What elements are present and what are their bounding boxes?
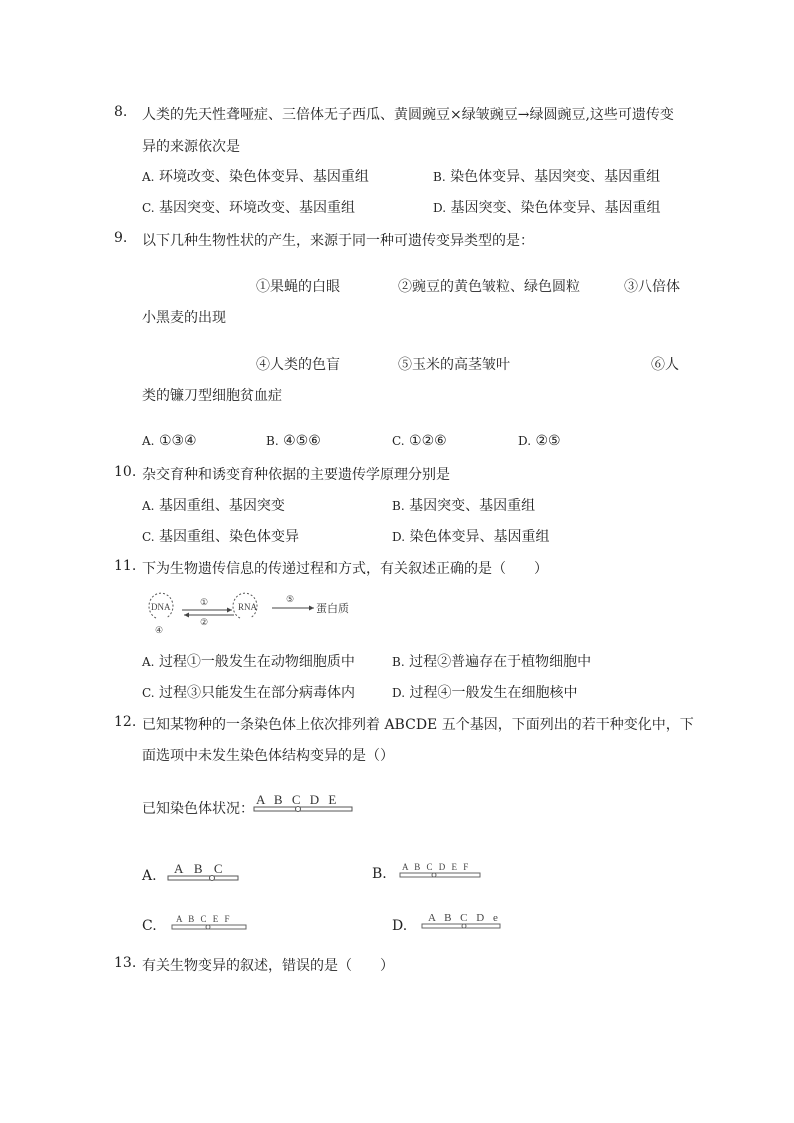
option-text: 过程③只能发生在部分病毒体内: [159, 685, 356, 701]
option-text: ①②⑥: [409, 433, 447, 449]
question-12-number: 12.: [114, 714, 137, 730]
option-text: ②⑤: [535, 433, 561, 449]
arrowhead: [309, 606, 314, 611]
centromere: [210, 876, 215, 881]
dna-label: DNA: [151, 602, 171, 612]
question-8-option-a[interactable]: [142, 166, 369, 186]
option-text: 染色体变异、基因重组: [409, 529, 550, 545]
trait-6-part1: ⑥人: [651, 357, 679, 373]
known-chromosome: [252, 790, 356, 816]
option-genes: A B C D E F: [402, 862, 471, 872]
question-10-option-a[interactable]: [142, 495, 285, 515]
option-text: ④⑤⑥: [283, 433, 321, 449]
question-9-stem: 以下几种生物性状的产生，来源于同一种可遗传变异类型的是：: [142, 233, 534, 249]
option-text: ①③④: [158, 433, 197, 449]
option-text: 基因突变、环境改变、基因重组: [159, 200, 356, 216]
centromere: [206, 925, 210, 929]
question-10-option-c[interactable]: [142, 526, 299, 546]
trait-1: ①果蝇的白眼: [256, 279, 340, 295]
question-10-option-d[interactable]: [392, 526, 549, 546]
option-genes: A B C D e: [428, 912, 501, 924]
option-label: D.: [433, 201, 447, 215]
option-label: B.: [392, 655, 405, 669]
option-label: D.: [392, 686, 406, 700]
centromere: [432, 873, 436, 877]
option-genes: A B C: [174, 861, 227, 876]
trait-4: ④人类的色盲: [256, 357, 340, 373]
question-12-option-c-chromosome[interactable]: [170, 910, 250, 934]
option-text: 过程④一般发生在细胞核中: [409, 685, 578, 701]
question-12-option-a-chromosome[interactable]: [166, 859, 242, 885]
arrowhead: [184, 613, 189, 618]
question-12-option-d-label[interactable]: D.: [392, 918, 408, 934]
question-13-number: 13.: [114, 955, 137, 971]
option-text: 基因重组、染色体变异: [159, 529, 300, 545]
process-2-label: ②: [200, 617, 209, 627]
question-11-option-d[interactable]: [392, 682, 577, 702]
option-label: A.: [142, 499, 155, 513]
question-11-stem: 下为生物遗传信息的传递过程和方式，有关叙述正确的是（ ）: [142, 561, 548, 577]
question-10-option-b[interactable]: [392, 495, 535, 515]
question-12-stem-line2: 面选项中未发生染色体结构变异的是（）: [142, 748, 394, 764]
chromosome-bar: [254, 807, 352, 811]
question-12-stem-line1: 已知某物种的一条染色体上依次排列着 ABCDE 五个基因，下面列出的若干种变化中，下: [142, 717, 694, 733]
question-11-option-a[interactable]: [142, 651, 355, 671]
question-8-option-c[interactable]: [142, 197, 355, 217]
option-text: 基因突变、基因重组: [409, 498, 536, 514]
question-11-number: 11.: [114, 558, 137, 574]
question-10-number: 10.: [114, 464, 137, 480]
process-1-label: ①: [200, 597, 209, 607]
chromosome-bar: [422, 924, 500, 928]
centromere: [462, 924, 466, 928]
question-10-stem: 杂交育种和诱变育种依据的主要遗传学原理分别是: [142, 467, 450, 483]
question-9-option-a[interactable]: [142, 433, 197, 449]
question-9-number: 9.: [114, 230, 128, 246]
option-label: A.: [142, 170, 155, 184]
chromosome-bar: [400, 873, 480, 877]
known-chromosome-label: 已知染色体状况：: [142, 801, 254, 817]
option-label: C.: [142, 686, 155, 700]
option-label: C.: [392, 434, 405, 448]
question-9-option-d[interactable]: [518, 433, 561, 449]
option-label: A.: [142, 655, 155, 669]
question-11-option-b[interactable]: [392, 651, 591, 671]
known-genes: A B C D E: [256, 792, 340, 807]
option-label: B.: [392, 499, 405, 513]
option-label: B.: [433, 170, 446, 184]
trait-5: ⑤玉米的高茎皱叶: [398, 357, 510, 373]
centromere: [296, 807, 301, 812]
option-label: B.: [266, 434, 279, 448]
question-11-option-c[interactable]: [142, 682, 355, 702]
option-text: 基因突变、染色体变异、基因重组: [450, 200, 661, 216]
trait-6-part2: 类的镰刀型细胞贫血症: [142, 388, 282, 404]
question-9-option-c[interactable]: [392, 433, 447, 449]
option-label: A.: [142, 434, 155, 448]
option-text: 过程①一般发生在动物细胞质中: [158, 654, 355, 670]
protein-label: 蛋白质: [316, 603, 349, 615]
central-dogma-diagram: [142, 588, 372, 638]
question-12-option-c-label[interactable]: C.: [142, 918, 157, 934]
question-9-option-b[interactable]: [266, 433, 321, 449]
trait-2: ②豌豆的黄色皱粒、绿色圆粒: [398, 279, 580, 295]
option-label: C.: [142, 530, 155, 544]
option-label: D.: [518, 434, 532, 448]
question-8-stem-line1: 人类的先天性聋哑症、三倍体无子西瓜、黄圆豌豆×绿皱豌豆→绿圆豌豆,这些可遗传变: [142, 107, 674, 123]
question-13-stem: 有关生物变异的叙述，错误的是（ ）: [142, 958, 394, 974]
question-12-option-d-chromosome[interactable]: [420, 908, 504, 934]
arrowhead: [227, 608, 232, 613]
question-8-stem-line2: 异的来源依次是: [142, 139, 240, 155]
rna-label: RNA: [238, 602, 258, 612]
option-text: 环境改变、染色体变异、基因重组: [158, 169, 369, 185]
chromosome-bar: [168, 876, 238, 880]
option-text: 过程②普遍存在于植物细胞中: [409, 654, 592, 670]
question-12-option-b-chromosome[interactable]: [398, 858, 484, 882]
question-8-option-b[interactable]: [433, 166, 660, 186]
question-12-option-a-label[interactable]: A.: [142, 868, 157, 884]
question-8-option-d[interactable]: [433, 197, 660, 217]
option-text: 基因重组、基因突变: [158, 498, 285, 514]
process-4-label: ④: [155, 625, 164, 635]
trait-3-part2: 小黑麦的出现: [142, 310, 226, 326]
option-text: 染色体变异、基因突变、基因重组: [450, 169, 661, 185]
option-label: C.: [142, 201, 155, 215]
option-genes: A B C E F: [176, 914, 232, 924]
option-label: D.: [392, 530, 406, 544]
process-5-label: ⑤: [286, 594, 295, 604]
question-12-option-b-label[interactable]: B.: [372, 866, 387, 882]
question-8-number: 8.: [114, 104, 128, 120]
trait-3-part1: ③八倍体: [624, 279, 680, 295]
